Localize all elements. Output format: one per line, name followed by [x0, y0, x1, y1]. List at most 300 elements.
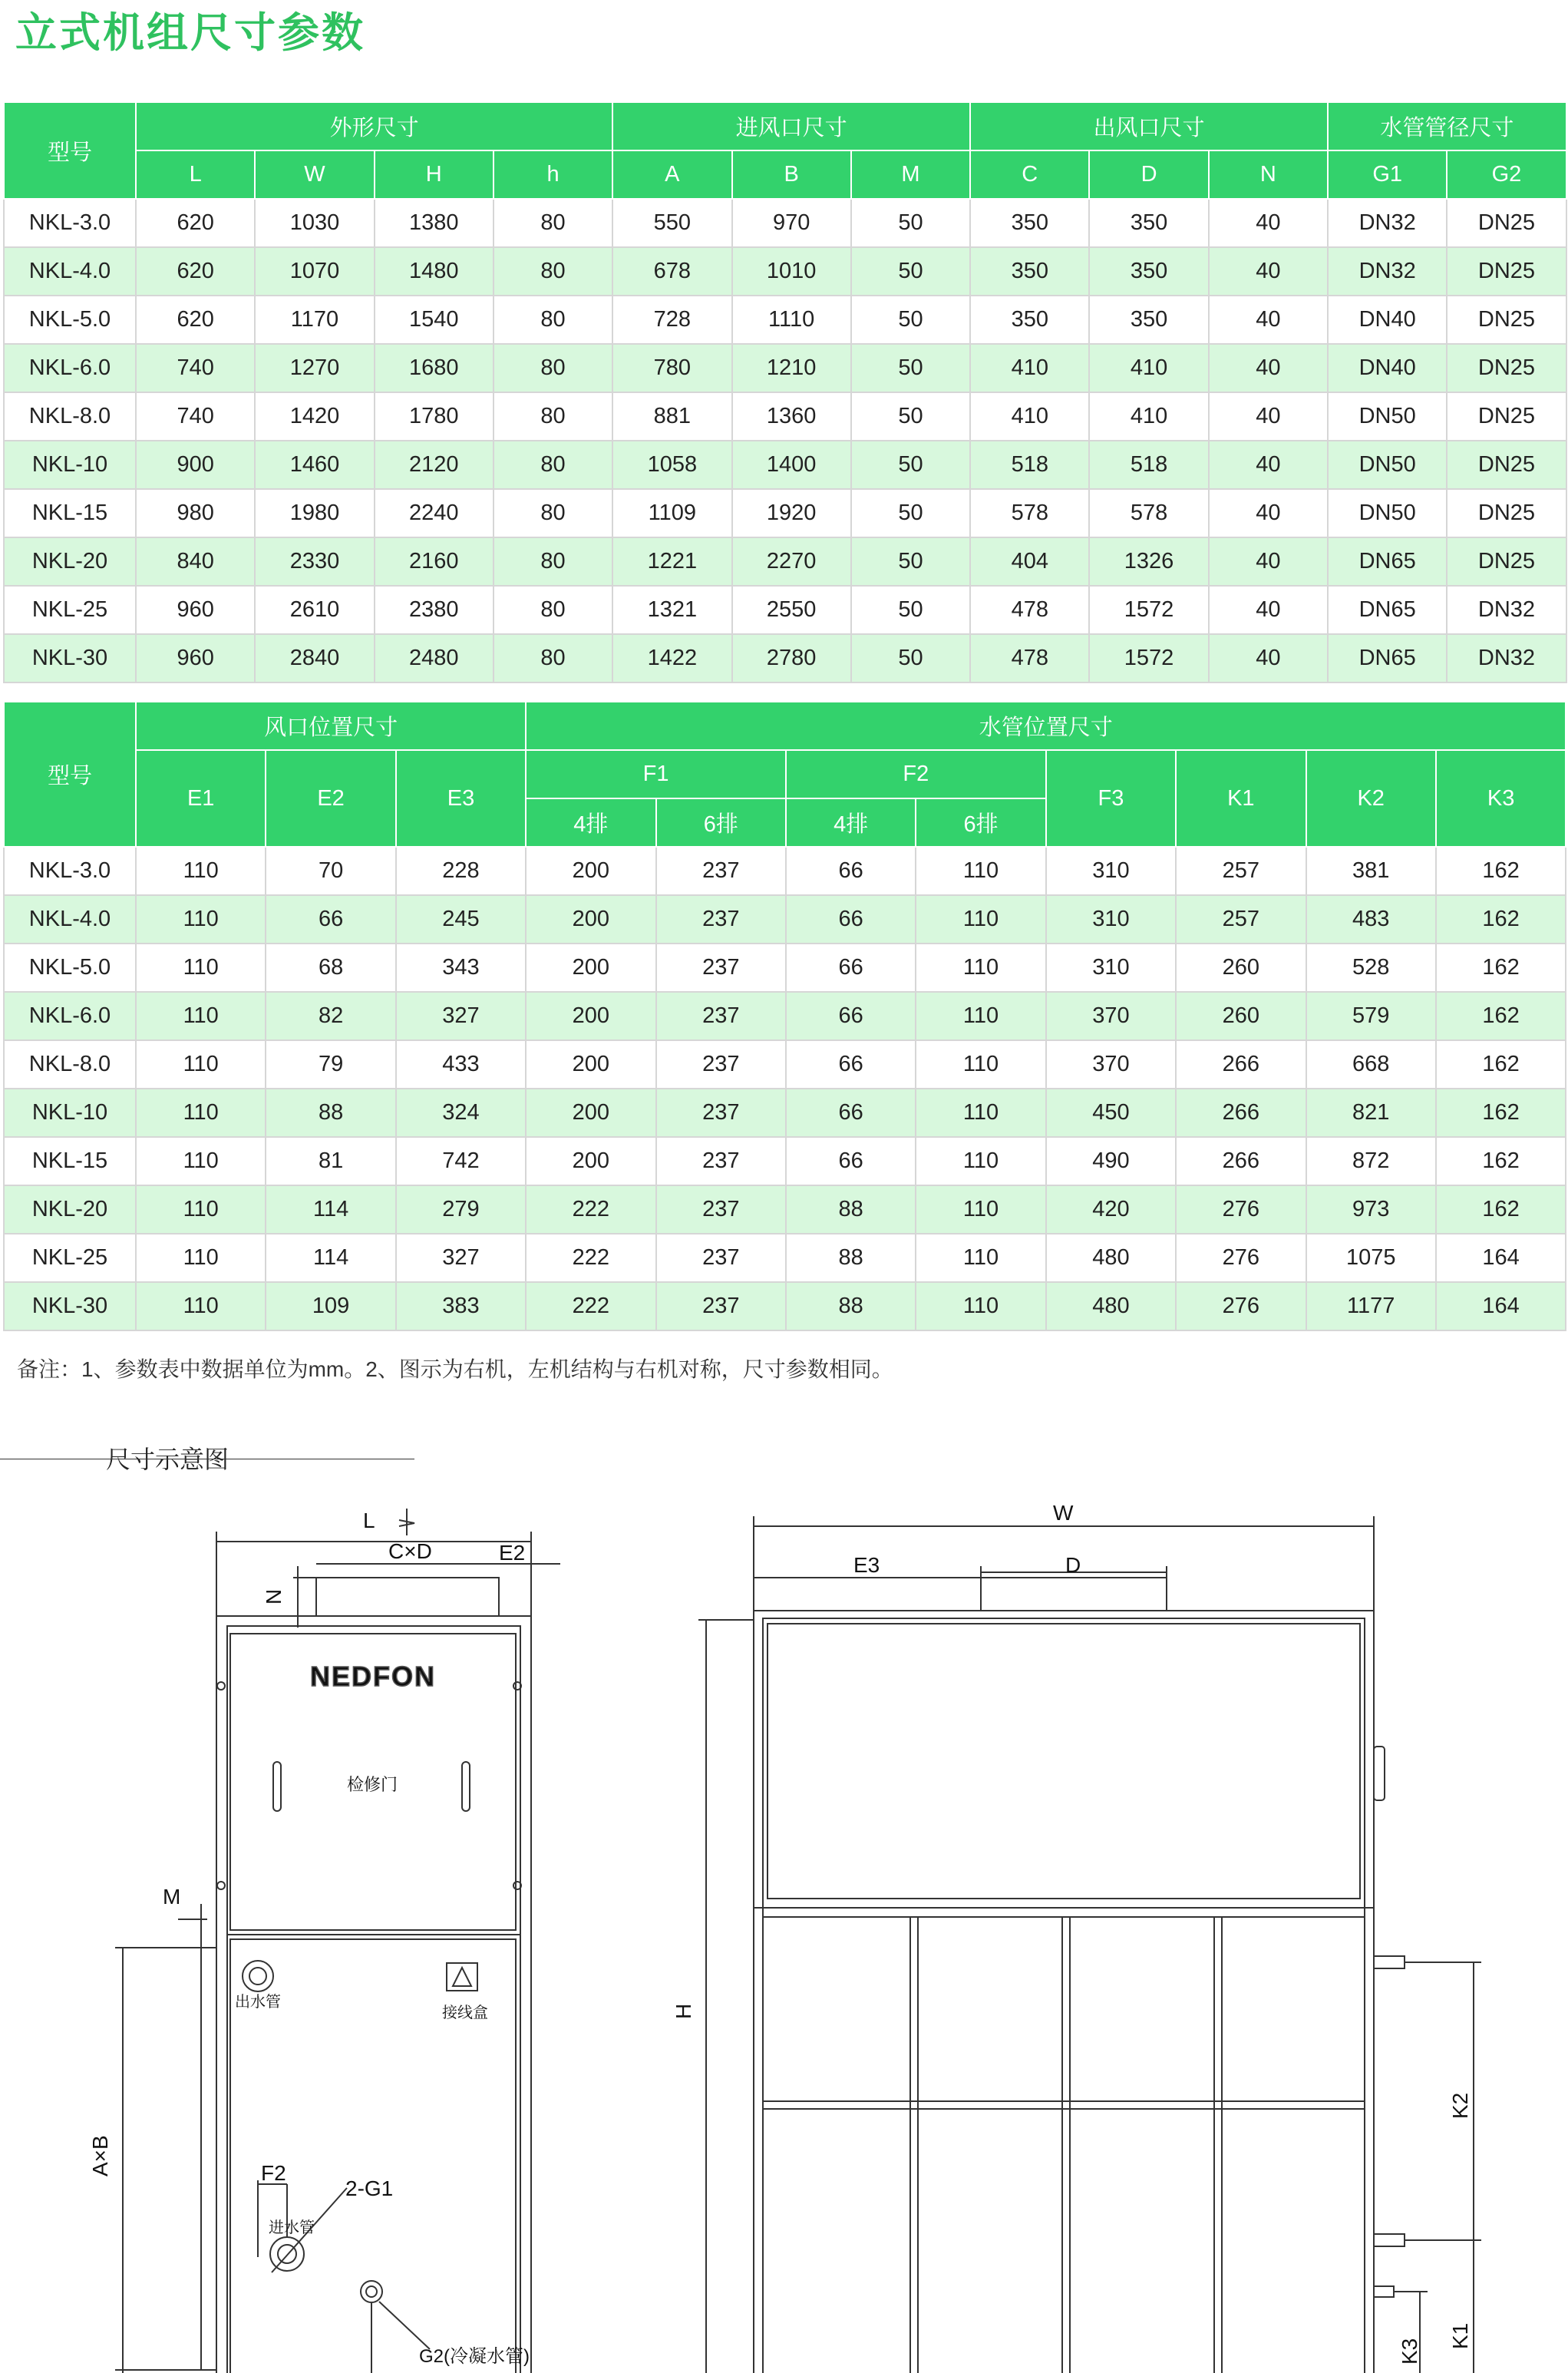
col-header: E1 — [136, 750, 266, 847]
table-cell: 222 — [526, 1282, 655, 1330]
table-cell: 237 — [656, 1040, 786, 1089]
table-cell: 1460 — [255, 441, 374, 489]
table-cell: 310 — [1046, 895, 1176, 944]
table-cell: 110 — [916, 895, 1045, 944]
table-cell: 433 — [396, 1040, 526, 1089]
remark-note: 备注：1、参数表中数据单位为mm。2、图示为右机，左机结构与右机对称，尺寸参数相同。 — [17, 1357, 893, 1381]
model-cell: NKL-8.0 — [4, 1040, 136, 1089]
dim-label-G2: G2(冷凝水管) — [419, 2346, 530, 2367]
table-cell: 2270 — [732, 537, 851, 586]
table-cell: 237 — [656, 895, 786, 944]
table-cell: 1210 — [732, 344, 851, 392]
table-cell: 518 — [1089, 441, 1208, 489]
group-pipe: 水管管径尺寸 — [1328, 102, 1566, 150]
table-cell: 620 — [136, 199, 255, 247]
diagram-title: 尺寸示意图 — [106, 1446, 229, 1473]
table-cell: 228 — [396, 847, 526, 895]
table-cell: 50 — [851, 344, 970, 392]
table-cell: 840 — [136, 537, 255, 586]
table-cell: 370 — [1046, 992, 1176, 1040]
col-header: A — [612, 150, 731, 199]
model-cell: NKL-20 — [4, 537, 136, 586]
table-cell: 728 — [612, 296, 731, 344]
table-cell: 404 — [970, 537, 1089, 586]
table-cell: 821 — [1306, 1089, 1436, 1137]
table-row — [4, 634, 1566, 682]
table-cell: 237 — [656, 1185, 786, 1234]
table-cell: 114 — [266, 1185, 395, 1234]
table-cell: 550 — [612, 199, 731, 247]
junction-box-label: 接线盒 — [442, 2004, 488, 2021]
table-cell: 1420 — [255, 392, 374, 441]
table-cell: 110 — [916, 1137, 1045, 1185]
table-cell: 40 — [1209, 586, 1328, 634]
table-row — [4, 344, 1566, 392]
table-cell: 350 — [1089, 199, 1208, 247]
model-cell: NKL-30 — [4, 634, 136, 682]
table-cell: 81 — [266, 1137, 395, 1185]
table-cell: 110 — [136, 1234, 266, 1282]
table-cell: 578 — [970, 489, 1089, 537]
table-cell: 327 — [396, 1234, 526, 1282]
table-cell: 620 — [136, 296, 255, 344]
table-cell: 2550 — [732, 586, 851, 634]
model-cell: NKL-5.0 — [4, 296, 136, 344]
table-cell: 410 — [1089, 392, 1208, 441]
table-cell: 1109 — [612, 489, 731, 537]
table-cell: 50 — [851, 634, 970, 682]
table-cell: 350 — [970, 199, 1089, 247]
col-header: h — [494, 150, 612, 199]
table-cell: 110 — [136, 1040, 266, 1089]
table-cell: DN50 — [1328, 489, 1447, 537]
table-cell: 1480 — [375, 247, 494, 296]
table-cell: 50 — [851, 199, 970, 247]
table-cell: 50 — [851, 296, 970, 344]
model-cell: NKL-4.0 — [4, 247, 136, 296]
handle-icon — [1374, 1747, 1385, 1800]
table-cell: 40 — [1209, 634, 1328, 682]
table-cell: 528 — [1306, 944, 1436, 992]
model-cell: NKL-20 — [4, 1185, 136, 1234]
table-cell: 276 — [1176, 1185, 1306, 1234]
table-cell: 1920 — [732, 489, 851, 537]
table-cell: 200 — [526, 895, 655, 944]
table-cell: 266 — [1176, 1089, 1306, 1137]
table-cell: 200 — [526, 1040, 655, 1089]
table-cell: 2330 — [255, 537, 374, 586]
table-cell: DN32 — [1328, 199, 1447, 247]
outlet-pipe-label: 出水管 — [235, 1994, 281, 2011]
coil-panel — [767, 1624, 1360, 1899]
condensate-pipe-icon — [361, 2281, 382, 2302]
table-row — [4, 441, 1566, 489]
table-cell: 88 — [266, 1089, 395, 1137]
table-cell: 410 — [970, 392, 1089, 441]
table-cell: 40 — [1209, 296, 1328, 344]
table-cell: 970 — [732, 199, 851, 247]
table-cell: 164 — [1436, 1282, 1566, 1330]
table-cell: 1075 — [1306, 1234, 1436, 1282]
inlet-pipe-label: 进水管 — [269, 2219, 315, 2236]
table-cell: 200 — [526, 944, 655, 992]
table-cell: 480 — [1046, 1234, 1176, 1282]
col-header: K2 — [1306, 750, 1436, 847]
table-row — [4, 1234, 1566, 1282]
table-row — [4, 586, 1566, 634]
table-cell: 66 — [786, 1137, 916, 1185]
table-cell: 490 — [1046, 1137, 1176, 1185]
table-cell: 2380 — [375, 586, 494, 634]
dim-label-N: N — [262, 1588, 286, 1605]
table-cell: 66 — [786, 992, 916, 1040]
col-header: 6排 — [916, 798, 1045, 847]
col-header: E2 — [266, 750, 395, 847]
col-header: N — [1209, 150, 1328, 199]
table-cell: 1177 — [1306, 1282, 1436, 1330]
table-row — [4, 199, 1566, 247]
table-cell: DN40 — [1328, 344, 1447, 392]
col-header: 4排 — [786, 798, 916, 847]
table-cell: 1270 — [255, 344, 374, 392]
model-cell: NKL-25 — [4, 1234, 136, 1282]
table-cell: 80 — [494, 296, 612, 344]
model-cell: NKL-5.0 — [4, 944, 136, 992]
table-cell: 200 — [526, 1089, 655, 1137]
model-cell: NKL-3.0 — [4, 847, 136, 895]
dim-label-L: L — [363, 1509, 375, 1532]
table-cell: 420 — [1046, 1185, 1176, 1234]
table-cell: 1110 — [732, 296, 851, 344]
table-cell: 327 — [396, 992, 526, 1040]
table-cell: 245 — [396, 895, 526, 944]
table-cell: 110 — [136, 1185, 266, 1234]
table-cell: DN32 — [1447, 634, 1566, 682]
table-cell: 1221 — [612, 537, 731, 586]
table-cell: 237 — [656, 1137, 786, 1185]
col-header: F3 — [1046, 750, 1176, 847]
table-cell: 2780 — [732, 634, 851, 682]
col-header: M — [851, 150, 970, 199]
table-cell: 110 — [916, 1234, 1045, 1282]
col-header: G1 — [1328, 150, 1447, 199]
dim-label-E3: E3 — [853, 1553, 880, 1577]
table-cell: 110 — [136, 847, 266, 895]
table-cell: 578 — [1089, 489, 1208, 537]
table-cell: 478 — [970, 586, 1089, 634]
table-cell: 88 — [786, 1282, 916, 1330]
table-cell: 66 — [786, 1089, 916, 1137]
table-cell: 80 — [494, 634, 612, 682]
model-header: 型号 — [4, 102, 136, 199]
outlet-pipe-icon — [243, 1961, 273, 1991]
table-row — [4, 992, 1566, 1040]
table-cell: 110 — [916, 1040, 1045, 1089]
table-cell: 110 — [916, 1282, 1045, 1330]
table-row — [4, 489, 1566, 537]
table-cell: 1572 — [1089, 634, 1208, 682]
table-cell: 162 — [1436, 944, 1566, 992]
table-cell: 2240 — [375, 489, 494, 537]
table-cell: 266 — [1176, 1137, 1306, 1185]
table-cell: DN25 — [1447, 199, 1566, 247]
table-cell: 1422 — [612, 634, 731, 682]
table-cell: 483 — [1306, 895, 1436, 944]
table-cell: DN40 — [1328, 296, 1447, 344]
group-air-position: 风口位置尺寸 — [136, 702, 526, 750]
table-cell: 110 — [136, 1089, 266, 1137]
group-inlet: 进风口尺寸 — [612, 102, 970, 150]
model-header: 型号 — [4, 702, 136, 847]
group-outline: 外形尺寸 — [136, 102, 612, 150]
table-cell: DN65 — [1328, 537, 1447, 586]
table-cell: 80 — [494, 344, 612, 392]
table-cell: 164 — [1436, 1234, 1566, 1282]
model-cell: NKL-6.0 — [4, 344, 136, 392]
table-cell: 1058 — [612, 441, 731, 489]
dim-label-K2: K2 — [1448, 2092, 1472, 2119]
table-cell: 50 — [851, 537, 970, 586]
model-cell: NKL-3.0 — [4, 199, 136, 247]
dimension-table — [3, 101, 1567, 683]
table-cell: 162 — [1436, 895, 1566, 944]
table-cell: DN25 — [1447, 441, 1566, 489]
table-cell: 50 — [851, 247, 970, 296]
table-cell: 257 — [1176, 847, 1306, 895]
col-header: 4排 — [526, 798, 655, 847]
table-cell: 50 — [851, 489, 970, 537]
table-cell: 237 — [656, 847, 786, 895]
model-cell: NKL-8.0 — [4, 392, 136, 441]
table-cell: 1540 — [375, 296, 494, 344]
dim-label-W: W — [1053, 1501, 1074, 1525]
model-cell: NKL-25 — [4, 586, 136, 634]
group-water-position: 水管位置尺寸 — [526, 702, 1566, 750]
table-cell: 40 — [1209, 344, 1328, 392]
table-cell: 66 — [786, 1040, 916, 1089]
table-cell: DN25 — [1447, 296, 1566, 344]
table-cell: 343 — [396, 944, 526, 992]
front-unit-body — [754, 1611, 1374, 2373]
table-cell: 780 — [612, 344, 731, 392]
table-cell: 1780 — [375, 392, 494, 441]
table-cell: 1380 — [375, 199, 494, 247]
table-cell: 88 — [786, 1185, 916, 1234]
col-header: B — [732, 150, 851, 199]
table-row — [4, 247, 1566, 296]
outlet-pipe-icon — [1374, 1956, 1405, 1968]
table-cell: 162 — [1436, 847, 1566, 895]
table-cell: 1400 — [732, 441, 851, 489]
col-header: F1 — [526, 750, 786, 798]
col-header: 6排 — [656, 798, 786, 847]
table-cell: 79 — [266, 1040, 395, 1089]
table-cell: 279 — [396, 1185, 526, 1234]
dim-label-K3: K3 — [1398, 2338, 1421, 2365]
table-cell: 410 — [970, 344, 1089, 392]
table-cell: 109 — [266, 1282, 395, 1330]
table-cell: DN25 — [1447, 344, 1566, 392]
table-cell: 222 — [526, 1185, 655, 1234]
table-cell: 88 — [786, 1234, 916, 1282]
table-cell: 410 — [1089, 344, 1208, 392]
table-cell: 110 — [916, 944, 1045, 992]
col-header: K1 — [1176, 750, 1306, 847]
table-cell: 1360 — [732, 392, 851, 441]
table-cell: 110 — [916, 1089, 1045, 1137]
table-cell: 872 — [1306, 1137, 1436, 1185]
table-row — [4, 537, 1566, 586]
table-cell: 80 — [494, 441, 612, 489]
table-cell: 40 — [1209, 392, 1328, 441]
table-cell: 1170 — [255, 296, 374, 344]
table-cell: 200 — [526, 992, 655, 1040]
group-outlet: 出风口尺寸 — [970, 102, 1328, 150]
dim-label-AxB: A×B — [88, 2135, 112, 2176]
col-header: K3 — [1436, 750, 1566, 847]
access-door-label: 检修门 — [347, 1775, 398, 1794]
table-cell: 1572 — [1089, 586, 1208, 634]
table-cell: 1030 — [255, 199, 374, 247]
table-cell: 40 — [1209, 441, 1328, 489]
dim-label-D: D — [1065, 1553, 1081, 1577]
table-cell: 50 — [851, 441, 970, 489]
table-cell: 450 — [1046, 1089, 1176, 1137]
col-header: C — [970, 150, 1089, 199]
inlet-pipe-icon — [1374, 2234, 1405, 2246]
col-header: F2 — [786, 750, 1046, 798]
table-cell: 1010 — [732, 247, 851, 296]
table-cell: 66 — [786, 847, 916, 895]
table-cell: 740 — [136, 392, 255, 441]
table-cell: 162 — [1436, 1137, 1566, 1185]
table-cell: DN25 — [1447, 489, 1566, 537]
table-cell: 162 — [1436, 992, 1566, 1040]
table-row — [4, 1282, 1566, 1330]
table-cell: 350 — [970, 247, 1089, 296]
table-cell: DN50 — [1328, 392, 1447, 441]
condensate-pipe-icon — [1374, 2286, 1394, 2297]
model-cell: NKL-15 — [4, 489, 136, 537]
table-cell: 66 — [786, 944, 916, 992]
dim-label-H: H — [672, 2003, 695, 2019]
brand-logo: NEDFON — [310, 1661, 436, 1692]
table-cell: 2160 — [375, 537, 494, 586]
col-header: E3 — [396, 750, 526, 847]
table-cell: 350 — [1089, 296, 1208, 344]
table-cell: 1680 — [375, 344, 494, 392]
table-cell: 80 — [494, 247, 612, 296]
col-header: L — [136, 150, 255, 199]
table-cell: 2120 — [375, 441, 494, 489]
table-cell: 381 — [1306, 847, 1436, 895]
table-cell: 66 — [266, 895, 395, 944]
table-cell: 740 — [136, 344, 255, 392]
table-cell: 350 — [970, 296, 1089, 344]
table-cell: 222 — [526, 1234, 655, 1282]
table-cell: 1980 — [255, 489, 374, 537]
table-cell: 162 — [1436, 1040, 1566, 1089]
table-cell: 742 — [396, 1137, 526, 1185]
dim-label-K1: K1 — [1448, 2322, 1472, 2349]
table-cell: DN32 — [1328, 247, 1447, 296]
table-cell: 276 — [1176, 1234, 1306, 1282]
table-cell: 2610 — [255, 586, 374, 634]
table-cell: 668 — [1306, 1040, 1436, 1089]
table-cell: DN32 — [1447, 586, 1566, 634]
table-cell: 110 — [916, 1185, 1045, 1234]
table-cell: 40 — [1209, 537, 1328, 586]
table-cell: DN65 — [1328, 586, 1447, 634]
table-cell: 478 — [970, 634, 1089, 682]
dim-label-CxD: C×D — [388, 1539, 432, 1563]
table-cell: 80 — [494, 392, 612, 441]
table-cell: DN25 — [1447, 247, 1566, 296]
table-cell: 276 — [1176, 1282, 1306, 1330]
table-cell: 110 — [136, 895, 266, 944]
table-cell: 960 — [136, 634, 255, 682]
table-cell: 260 — [1176, 944, 1306, 992]
position-table — [3, 701, 1566, 1331]
table-row — [4, 296, 1566, 344]
table-row — [4, 1185, 1566, 1234]
dim-label-G1: 2-G1 — [345, 2176, 394, 2200]
table-cell: 80 — [494, 199, 612, 247]
table-row — [4, 1089, 1566, 1137]
dim-label-F2: F2 — [261, 2161, 286, 2185]
model-cell: NKL-30 — [4, 1282, 136, 1330]
table-cell: 350 — [1089, 247, 1208, 296]
table-cell: 260 — [1176, 992, 1306, 1040]
table-cell: DN25 — [1447, 392, 1566, 441]
table-cell: 80 — [494, 489, 612, 537]
table-cell: 900 — [136, 441, 255, 489]
model-cell: NKL-15 — [4, 1137, 136, 1185]
table-cell: 1321 — [612, 586, 731, 634]
outlet-duct — [316, 1578, 499, 1616]
table-cell: 162 — [1436, 1185, 1566, 1234]
table-cell: 383 — [396, 1282, 526, 1330]
table-cell: DN25 — [1447, 537, 1566, 586]
table-cell: 1326 — [1089, 537, 1208, 586]
table-cell: DN50 — [1328, 441, 1447, 489]
table-cell: 678 — [612, 247, 731, 296]
table-cell: 40 — [1209, 199, 1328, 247]
table-cell: 162 — [1436, 1089, 1566, 1137]
table-cell: 960 — [136, 586, 255, 634]
table-row — [4, 944, 1566, 992]
table-cell: 237 — [656, 992, 786, 1040]
table-cell: 310 — [1046, 847, 1176, 895]
table-cell: 237 — [656, 1089, 786, 1137]
table-cell: 480 — [1046, 1282, 1176, 1330]
table-cell: 2840 — [255, 634, 374, 682]
table-cell: DN65 — [1328, 634, 1447, 682]
dimension-drawing — [0, 1459, 1568, 2373]
table-cell: 237 — [656, 1282, 786, 1330]
model-cell: NKL-4.0 — [4, 895, 136, 944]
handle-icon — [273, 1762, 281, 1811]
table-cell: 110 — [136, 1282, 266, 1330]
table-cell: 68 — [266, 944, 395, 992]
table-cell: 110 — [136, 1137, 266, 1185]
model-cell: NKL-10 — [4, 441, 136, 489]
table-cell: 80 — [494, 586, 612, 634]
handle-icon — [462, 1762, 470, 1811]
page-title: 立式机组尺寸参数 — [15, 10, 365, 56]
table-cell: 881 — [612, 392, 731, 441]
table-cell: 114 — [266, 1234, 395, 1282]
